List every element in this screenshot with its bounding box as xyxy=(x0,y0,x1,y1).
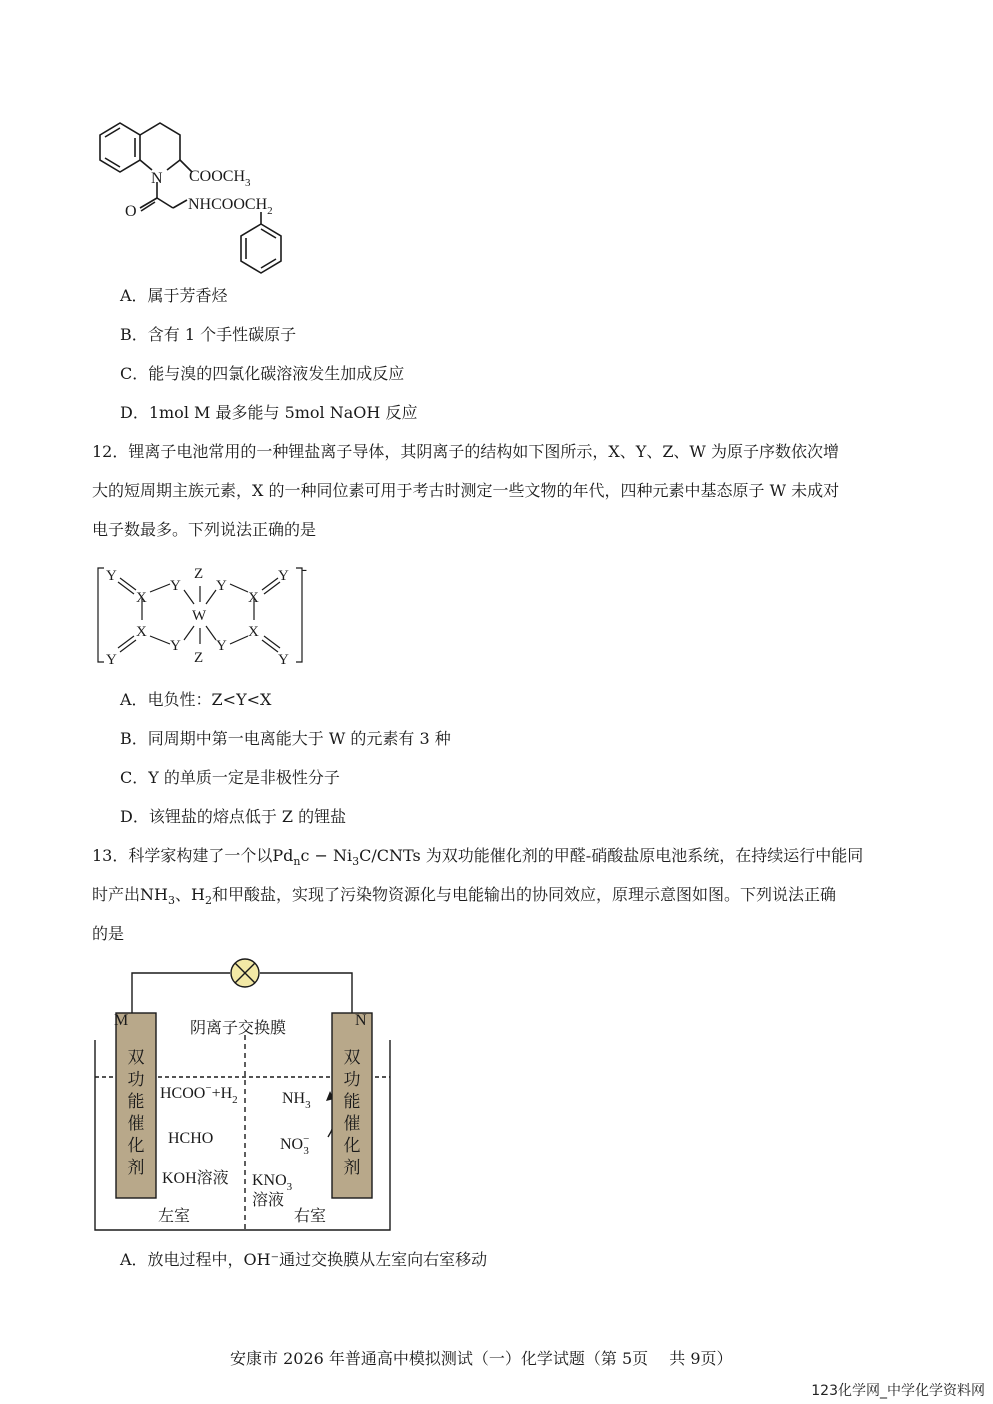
q12-atom-x: X xyxy=(248,590,259,606)
q13-left-chamber-label: 左室 xyxy=(158,1208,191,1225)
q13-left-catalyst-char: 能 xyxy=(127,1092,145,1111)
q12-option-c[interactable]: C．Y 的单质一定是非极性分子 xyxy=(120,768,340,787)
q13-right-catalyst-char: 双 xyxy=(343,1048,361,1067)
q13-stem-line3: 的是 xyxy=(92,924,125,943)
q13-right-catalyst-char: 能 xyxy=(343,1092,361,1111)
q13-option-a[interactable]: A．放电过程中，OH⁻通过交换膜从左室向右室移动 xyxy=(120,1250,488,1269)
q13-right-catalyst-char: 功 xyxy=(343,1070,361,1089)
q13-right-reactant-sup: − xyxy=(303,1133,310,1145)
q13-left-product-tail-sub: 2 xyxy=(232,1094,238,1106)
q13-left-catalyst-char: 催 xyxy=(127,1114,145,1133)
q12-option-b[interactable]: B．同周期中第一电离能大于 W 的元素有 3 种 xyxy=(120,729,451,748)
q13-cell-diagram xyxy=(90,955,400,1235)
q12-atom-y: Y xyxy=(216,578,227,594)
q12-atom-w: W xyxy=(192,608,207,624)
q12-atom-y: Y xyxy=(278,568,289,584)
q13-stem-line1: 13．科学家构建了一个以$Pd_nc$ − $Ni_3C$/CNTs 为双功能催化剂的甲醛-硝酸盐原电池系统，在持续运行中能同 xyxy=(92,846,864,869)
q13-left-catalyst-char: 功 xyxy=(127,1070,145,1089)
q11-atom-o: O xyxy=(125,203,137,220)
watermark: 123化学网_中学化学资料网 xyxy=(811,1383,985,1399)
q13-right-solution-1-sub: 3 xyxy=(286,1181,293,1193)
q13-electrode-m-label: M xyxy=(114,1012,129,1029)
svg-text:KNO3 xyxy=(252,1172,293,1193)
q13-right-catalyst-char: 化 xyxy=(343,1136,361,1155)
q11-option-d[interactable]: D．1mol M 最多能与 5mol NaOH 反应 xyxy=(120,403,418,422)
q13-right-product: NH xyxy=(282,1090,306,1107)
q13-lamp-icon xyxy=(231,959,259,987)
q12-option-a[interactable]: A．电负性：Z<Y<X xyxy=(120,690,272,709)
q11-group-nhcooch-sub: 2 xyxy=(267,205,273,217)
q11-molecule-structure xyxy=(85,120,305,275)
q13-right-reactant-sub: 3 xyxy=(303,1145,309,1157)
q11-group-nhcooch: NHCOOCH xyxy=(188,196,268,213)
svg-text:COOCH3 xyxy=(189,168,251,189)
q11-option-c[interactable]: C．能与溴的四氯化碳溶液发生加成反应 xyxy=(120,364,405,383)
q12-atom-x: X xyxy=(136,624,147,640)
q12-atom-y: Y xyxy=(170,578,181,594)
q11-group-cooch-sub: 3 xyxy=(245,177,251,189)
q13-stem-line2: 时产出$NH_3$、$H_2$和甲酸盐，实现了污染物资源化与电能输出的协同效应，原理示意图如图。下列说法正确 xyxy=(92,885,836,908)
q13-right-product-sub: 3 xyxy=(305,1099,311,1111)
q13-right-catalyst-char: 催 xyxy=(343,1114,361,1133)
q12-option-d[interactable]: D．该锂盐的熔点低于 Z 的锂盐 xyxy=(120,807,347,826)
q12-charge: - xyxy=(302,562,307,578)
svg-text:NO−3 xyxy=(280,1133,309,1157)
svg-text:NHCOOCH2 xyxy=(188,196,273,217)
q13-left-solution: KOH溶液 xyxy=(162,1170,229,1187)
q13-membrane-label: 阴离子交换膜 xyxy=(190,1020,287,1037)
q12-stem-line3: 电子数最多。下列说法正确的是 xyxy=(92,520,317,539)
q12-atom-y: Y xyxy=(278,652,289,668)
q12-atom-y: Y xyxy=(106,652,117,668)
q12-atom-y: Y xyxy=(106,568,117,584)
q13-right-solution-2: 溶液 xyxy=(252,1192,285,1209)
q12-atom-z: Z xyxy=(194,650,204,666)
q13-right-chamber-label: 右室 xyxy=(294,1208,327,1225)
q13-left-product-tail: +H xyxy=(211,1085,233,1102)
q12-anion-structure xyxy=(92,560,322,670)
q13-left-product-sup: − xyxy=(205,1082,212,1094)
q13-left-catalyst-char: 化 xyxy=(127,1136,145,1155)
page-footer: 安康市 2026 年普通高中模拟测试（一）化学试题（第 5页 共 9页） xyxy=(230,1349,733,1368)
q11-group-cooch: COOCH xyxy=(189,168,246,185)
q12-atom-z: Z xyxy=(194,566,204,582)
q11-atom-n: N xyxy=(151,170,163,187)
q12-atom-y: Y xyxy=(170,638,181,654)
svg-text:HCOO−+H2 xyxy=(160,1082,238,1106)
q12-atom-x: X xyxy=(136,590,147,606)
q13-electrode-n-label: N xyxy=(355,1012,367,1029)
q11-option-b[interactable]: B．含有 1 个手性碳原子 xyxy=(120,325,297,344)
q13-left-reactant: HCHO xyxy=(168,1130,214,1147)
q12-atom-y: Y xyxy=(216,638,227,654)
q11-option-a[interactable]: A．属于芳香烃 xyxy=(120,286,228,305)
q12-stem-line1: 12．锂离子电池常用的一种锂盐离子导体，其阴离子的结构如下图所示，X、Y、Z、W 为原子序数依次增 xyxy=(92,442,839,461)
q13-right-reactant: NO xyxy=(280,1136,304,1153)
q13-left-product: HCOO xyxy=(160,1085,206,1102)
q13-right-catalyst-char: 剂 xyxy=(343,1158,361,1177)
q12-atom-x: X xyxy=(248,624,259,640)
q13-left-catalyst-char: 剂 xyxy=(127,1158,145,1177)
svg-text:NH3 xyxy=(282,1090,311,1111)
q13-right-solution-1: KNO xyxy=(252,1172,287,1189)
q13-left-catalyst-char: 双 xyxy=(127,1048,145,1067)
q12-stem-line2: 大的短周期主族元素，X 的一种同位素可用于考古时测定一些文物的年代，四种元素中基态原子 W 未成对 xyxy=(92,481,840,500)
